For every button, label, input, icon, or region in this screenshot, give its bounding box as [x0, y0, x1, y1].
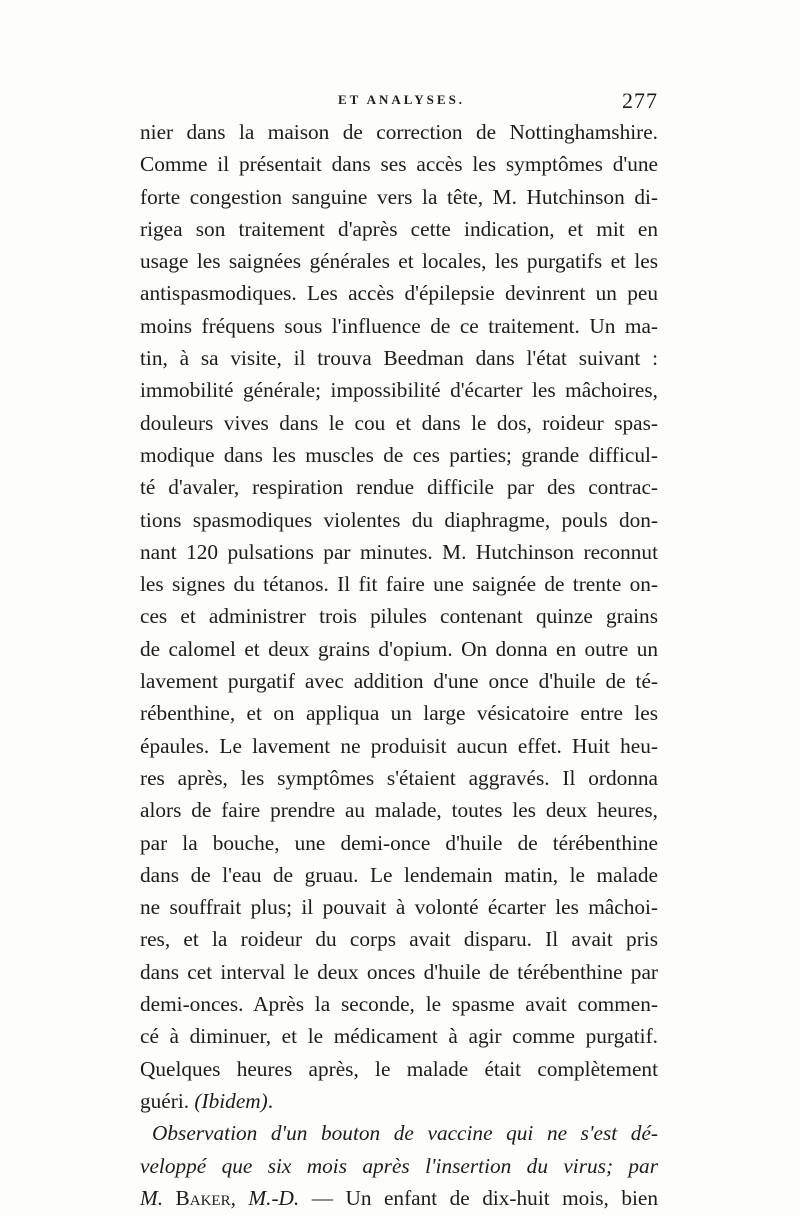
- text-line: par la bouche, une demi-once d'huile de térébenthine: [140, 830, 658, 855]
- last-line-text: guéri.: [140, 1088, 195, 1113]
- text-block: [140, 116, 658, 1214]
- text-line: demi-onces. Après la seconde, le spasme avait commen-: [140, 992, 658, 1017]
- text-line: Comme il présentait dans ses accès les symptômes d'une: [140, 152, 658, 177]
- author-prefix: M.: [140, 1185, 164, 1210]
- citation-ibidem: (Ibidem): [194, 1088, 268, 1113]
- author-name: Baker: [175, 1185, 231, 1210]
- text-line: tin, à sa visite, il trouva Beedman dans l'état suivant :: [140, 346, 658, 371]
- text-line: res après, les symptômes s'étaient aggravés. Il ordonna: [140, 765, 658, 790]
- text-line: moins fréquens sous l'influence de ce traitement. Un ma-: [140, 313, 658, 338]
- page-number: 277: [622, 88, 658, 113]
- text-line: dans cet interval le deux onces d'huile de térébenthine par: [140, 959, 658, 984]
- text-line: modique dans les muscles de ces parties; grande difficul-: [140, 442, 658, 467]
- text-line: cé à diminuer, et le médicament à agir comme purgatif.: [140, 1024, 658, 1049]
- text-line: épaules. Le lavement ne produisit aucun effet. Huit heu-: [140, 733, 658, 758]
- article-text-start: — Un enfant de dix-huit mois, bien: [299, 1185, 658, 1210]
- article-author-line: [140, 1182, 658, 1214]
- last-line-end: .: [267, 1088, 274, 1113]
- text-line: rébenthine, et on appliqua un large vésicatoire entre les: [140, 701, 658, 726]
- text-line: dans de l'eau de gruau. Le lendemain matin, le malade: [140, 862, 658, 887]
- text-line: té d'avaler, respiration rendue difficile par des contrac-: [140, 475, 658, 500]
- text-line: les signes du tétanos. Il fit faire une saignée de trente on-: [140, 572, 658, 597]
- text-line: ne souffrait plus; il pouvait à volonté écarter les mâchoi-: [140, 895, 658, 920]
- article-title-line-1: Observation d'un bouton de vaccine qui ne s'est dé-: [152, 1121, 658, 1146]
- article-title-line-2: veloppé que six mois après l'insertion du virus; par: [140, 1153, 658, 1178]
- text-line: lavement purgatif avec addition d'une once d'huile de té-: [140, 669, 658, 694]
- text-line: ces et administrer trois pilules contenant quinze grains: [140, 604, 658, 629]
- text-line: nant 120 pulsations par minutes. M. Hutchinson reconnut: [140, 539, 658, 564]
- paragraph-last-line: [140, 1085, 658, 1117]
- text-line: de calomel et deux grains d'opium. On donna en outre un: [140, 636, 658, 661]
- text-line: usage les saignées générales et locales, les purgatifs et les: [140, 249, 658, 274]
- text-line: tions spasmodiques violentes du diaphragme, pouls don-: [140, 507, 658, 532]
- paragraph-body: [140, 116, 658, 1085]
- text-line: nier dans la maison de correction de Nottinghamshire.: [140, 120, 658, 144]
- author-suffix: , M.-D.: [230, 1185, 300, 1210]
- text-line: alors de faire prendre au malade, toutes les deux heures,: [140, 798, 658, 823]
- text-line: forte congestion sanguine vers la tête, M. Hutchinson di-: [140, 184, 658, 209]
- running-title: ET ANALYSES.: [338, 92, 466, 107]
- text-line: Quelques heures après, le malade était complètement: [140, 1056, 658, 1081]
- text-line: res, et la roideur du corps avait disparu. Il avait pris: [140, 927, 658, 952]
- text-line: douleurs vives dans le cou et dans le dos, roideur spas-: [140, 410, 658, 435]
- running-head: [148, 88, 658, 114]
- text-line: immobilité générale; impossibilité d'écarter les mâchoires,: [140, 378, 658, 403]
- text-line: rigea son traitement d'après cette indication, et mit en: [140, 216, 658, 241]
- text-line: antispasmodiques. Les accès d'épilepsie devinrent un peu: [140, 281, 658, 306]
